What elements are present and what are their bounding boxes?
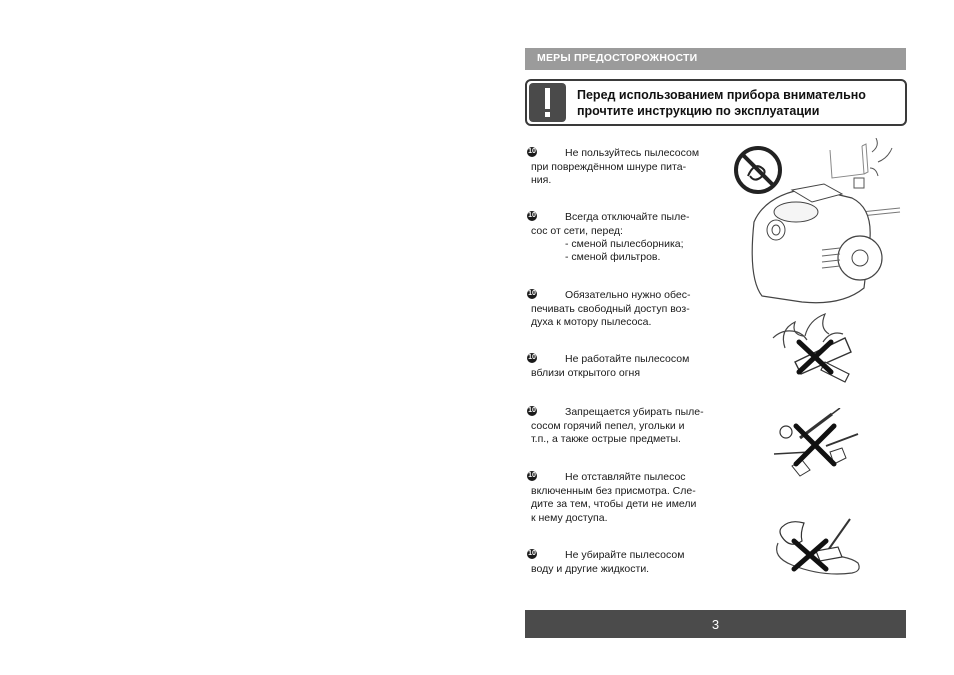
bullet-icon: 10 [528,212,536,219]
bullet-icon: 10 [528,472,536,479]
precaution-item [527,211,717,238]
bullet-icon: 10 [528,550,536,557]
precaution-item [527,353,717,380]
bullet-icon: 10 [528,354,536,361]
precaution-text: Всегда отключайте пыле- сос от сети, перед: [531,211,690,237]
vacuum-cleaner-icon [752,184,882,303]
page-number: 3 [711,617,720,632]
bullet-icon: 10 [528,290,536,297]
subitem-filters: - сменой фильтров. [565,251,661,263]
precaution-item [527,289,717,330]
precaution-item [527,471,717,525]
vacuum-cord-illustration [732,138,904,308]
precaution-item [527,549,717,576]
liquids-illustration [772,515,862,585]
precaution-item [527,147,717,188]
precaution-text: Не убирайте пылесосом воду и другие жидкости. [531,549,685,575]
warning-text: Перед использованием прибора внимательно прочтите инструкцию по эксплуатации [577,88,866,118]
page-footer [525,610,906,638]
sharp-objects-illustration [770,408,865,488]
bullet-icon: 10 [528,407,536,414]
section-title: МЕРЫ ПРЕДОСТОРОЖНОСТИ [537,52,698,64]
open-fire-illustration [765,308,860,388]
precaution-text: Не пользуйтесь пылесосом при повреждённом шнуре пита- ния. [531,147,700,186]
precaution-item [527,406,717,447]
subitem-bag: - сменой пылесборника; [565,238,684,250]
precaution-text: Не отставляйте пылесос включенным без присмотра. Сле- дите за тем, чтобы дети не имели к нему доступа. [531,471,697,524]
bullet-icon: 10 [528,148,536,155]
precaution-text: Запрещается убирать пыле- сосом горячий пепел, угольки и т.п., а также острые предметы. [531,406,704,445]
warning-box [525,79,907,126]
section-header-bar [525,48,906,70]
precaution-text: Не работайте пылесосом вблизи открытого огня [531,353,690,379]
precaution-text: Обязательно нужно обес- печивать свободный доступ воз- духа к мотору пылесоса. [531,289,691,328]
exclamation-icon [529,83,566,122]
